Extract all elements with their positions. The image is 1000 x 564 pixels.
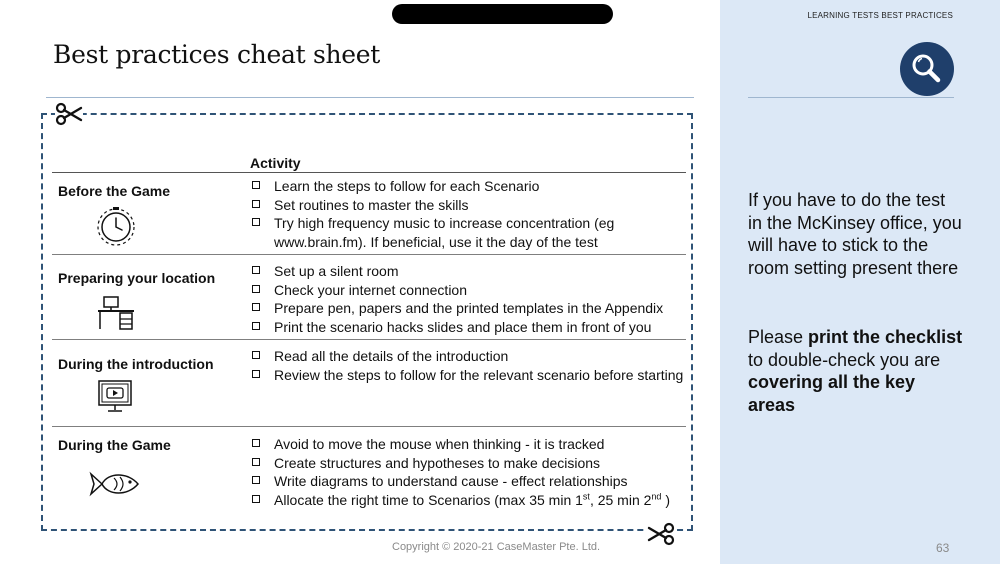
ordinal-suffix: nd [651, 490, 662, 501]
preparing-location-list [250, 262, 690, 336]
note-text: Please [748, 327, 809, 347]
list-item: Learn the steps to follow for each Scenario [250, 177, 690, 196]
activity-column-header: Activity [250, 155, 301, 171]
ordinal-suffix: st [582, 490, 590, 501]
item-text: ) [661, 491, 670, 508]
sidebar-divider [748, 97, 954, 98]
row-label-before-game: Before the Game [58, 183, 171, 199]
video-monitor-icon [96, 378, 134, 416]
list-item: Print the scenario hacks slides and place them in front of you [250, 318, 690, 337]
note-text: to double-check you are [748, 349, 941, 370]
list-item: Set routines to master the skills [250, 196, 690, 215]
during-introduction-list [250, 347, 690, 384]
before-game-list [250, 177, 690, 251]
scissors-icon [55, 100, 83, 128]
list-item: Write diagrams to understand cause - effect relationships [250, 472, 690, 491]
row-divider [52, 426, 686, 427]
item-text: , 25 min 2 [589, 491, 652, 508]
title-divider [46, 97, 694, 98]
list-item: Create structures and hypotheses to make decisions [250, 454, 690, 473]
scissors-icon [647, 520, 675, 548]
page-title: Best practices cheat sheet [53, 40, 381, 69]
row-label-during-introduction: During the introduction [58, 356, 214, 372]
fish-icon [88, 468, 142, 500]
copyright-notice: Copyright © 2020-21 CaseMaster Pte. Ltd. [392, 541, 601, 553]
checklist-note [748, 326, 963, 416]
emphasis-text: print the checklist [808, 327, 963, 347]
row-label-preparing-location: Preparing your location [58, 270, 216, 286]
section-label: LEARNING TESTS BEST PRACTICES [807, 11, 953, 20]
page-number: 63 [936, 541, 950, 555]
list-item: Read all the details of the introduction [250, 347, 690, 366]
list-item: Review the steps to follow for the relevant scenario before starting [250, 366, 690, 385]
list-item: Try high frequency music to increase concentration (eg www.brain.fm). If beneficial, use it the day of the test [250, 214, 690, 251]
desk-icon [96, 295, 136, 331]
list-item: Check your internet connection [250, 281, 690, 300]
row-label-during-game: During the Game [58, 437, 171, 453]
stopwatch-icon [95, 205, 137, 247]
table-header-rule [52, 172, 686, 173]
emphasis-text: covering all the key areas [748, 372, 916, 415]
list-item: Avoid to move the mouse when thinking - it is tracked [250, 435, 690, 454]
magnifier-icon [900, 42, 954, 96]
list-item [250, 491, 690, 510]
redaction-bar [392, 4, 613, 24]
sidebar-panel [720, 0, 1000, 564]
row-divider [52, 254, 686, 255]
during-game-list [250, 435, 690, 509]
row-divider [52, 339, 686, 340]
list-item: Prepare pen, papers and the printed templates in the Appendix [250, 299, 690, 318]
office-note: If you have to do the test in the McKinsey office, you will have to stick to the room setting present there [748, 190, 962, 278]
item-text: Allocate the right time to Scenarios (max 35 min 1 [274, 491, 583, 508]
list-item: Set up a silent room [250, 262, 690, 281]
